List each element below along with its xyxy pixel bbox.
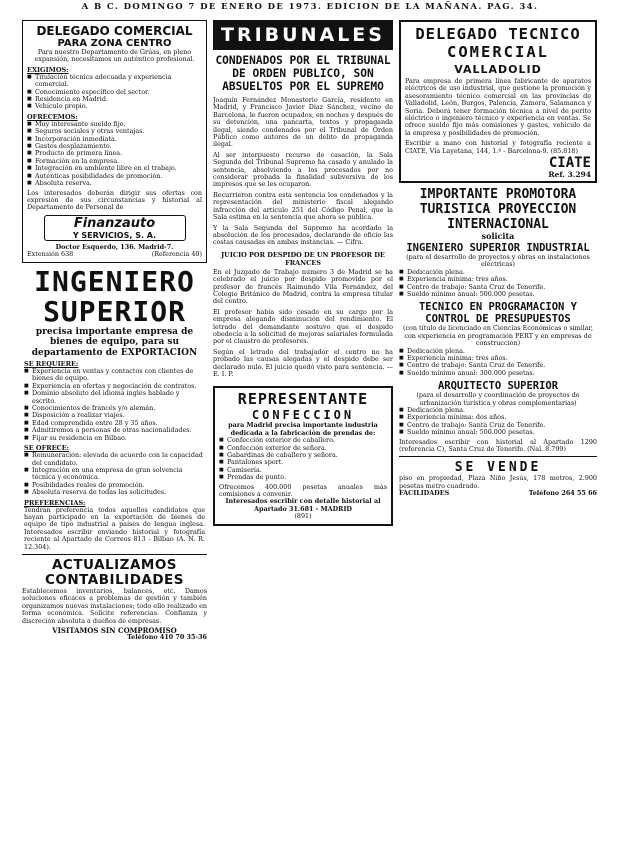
- ad-closing: Los interesados deberán dirigir sus ofertas con expresión de sus circunstancias y historial al Departamento de Personal de: [27, 188, 202, 212]
- list-item: ■ Producto de primera línea.: [35, 150, 202, 157]
- list-item: ■ Muy interesante sueldo fijo.: [35, 121, 202, 128]
- items-list: [219, 437, 387, 481]
- job-desc: (con título de licenciado en Ciencias Económicas o similar, con experiencia en programación PERT y en empresas de construcción): [402, 324, 594, 348]
- divider: [399, 456, 597, 457]
- article-paragraph: Recurrieron contra esta sentencia los condenados y la representación del ministerio fiscal alegando infracción del artículo 251 del Código Penal, que la Sala estima en la sentencia que ahora se publica.: [213, 190, 393, 222]
- list-item: ■ Sueldo mínimo anual: 500.000 pesetas.: [407, 429, 597, 436]
- page-header: A B C. DOMINGO 7 DE ENERO DE 1973. EDICION DE LA MAÑANA. PAG. 34.: [81, 2, 539, 12]
- offer-label: SE OFRECE:: [24, 444, 70, 453]
- job-title: TECNICO EN PROGRAMACION Y CONTROL DE PRESUPUESTOS: [418, 301, 578, 326]
- ad-actualizamos: [22, 558, 207, 642]
- list-item: ■ Incorporación inmediata.: [35, 136, 202, 143]
- list-item: ■ Centro de trabajo: Santa Cruz de Tenerife.: [407, 422, 597, 429]
- ad-title-2: COMERCIAL: [447, 43, 549, 61]
- ad-address: Doctor Esquerdo, 136. Madrid-7.: [55, 242, 174, 251]
- list-item: ■ Confección exterior de señora.: [227, 445, 387, 452]
- requirements-list: [27, 74, 202, 111]
- logo-line-2: Y SERVICIOS, S. A.: [72, 230, 157, 240]
- list-item: ■ Sueldo mínimo anual: 300.000 pesetas.: [407, 370, 597, 377]
- list-item: ■ Sueldo mínimo anual: 500.000 pesetas.: [407, 291, 597, 298]
- list-item: ■ Residencia en Madrid.: [35, 96, 202, 103]
- ad-title-1: INGENIERO: [34, 264, 195, 298]
- ad-preference: Tendrán preferencia todos aquellos candidatos que hayan participado en la exportación de bienes de equipo de tipo industrial a países de lengua inglesa. Interesados escribir enviando historial y fotografía reciente al Apartado de Correos 813 - Bilbao (A. N. R. 12.304).: [24, 505, 205, 551]
- list-item: ■ Integración en una empresa de gran solvencia técnica y económica.: [32, 467, 205, 482]
- req-label: EXIGIMOS:: [27, 65, 69, 74]
- requirements-list: [24, 368, 205, 442]
- list-item: ■ Experiencia mínima: tres años.: [407, 276, 597, 283]
- list-item: ■ Dedicación plena.: [407, 269, 597, 276]
- list-item: ■ Experiencia en ventas y contactos con clientes de bienes de equipo.: [32, 368, 205, 383]
- ad-title-1: ACTUALIZAMOS: [51, 556, 178, 573]
- ad-line: VISITAMOS SIN COMPROMISO: [52, 626, 177, 635]
- ad-title-3: INTERNACIONAL: [447, 217, 549, 233]
- address-reference: (Referencia 40): [151, 250, 202, 259]
- ad-reference: (891): [294, 512, 312, 521]
- ad-body: Establecemos inventarios, balances, etc. Damos soluciones eficaces a problemas de gestión y también organizamos nuevas instalaciones; todo ello realizado en forma económica. Solicite referencias. Confianza y discreción absoluta a dueños de empresas.: [22, 586, 207, 625]
- job-items: [399, 348, 597, 378]
- job-items: [399, 407, 597, 437]
- ad-title: DELEGADO COMERCIAL: [36, 24, 193, 38]
- list-item: ■ Auténticas posibilidades de promoción.: [35, 173, 202, 180]
- list-item: ■ Experiencia mínima: tres años.: [407, 355, 597, 362]
- ad-title-2: CONFECCION: [251, 408, 355, 423]
- list-item: ■ Remuneración: elevada de acuerdo con la capacidad del candidato.: [32, 452, 205, 467]
- job-desc: (para el desarrollo de proyectos y obras en instalaciones eléctricas): [406, 252, 590, 269]
- logo-line-1: Finanzauto: [73, 215, 156, 231]
- ad-title-1: IMPORTANTE PROMOTORA: [419, 187, 577, 203]
- list-item: ■ Titulación técnica adecuada y experiencia comercial.: [35, 74, 202, 89]
- ad-facilidades: FACILIDADES: [399, 489, 450, 498]
- ad-offer: Ofrecemos 400.000 pesetas anuales más comisiones a convenir.: [219, 482, 387, 499]
- ad-lead: precisa importante empresa de bienes de equipo, para su departamento de EXPORTACION: [31, 326, 198, 358]
- ad-solicita: solicita: [481, 231, 515, 242]
- list-item: ■ Camisería.: [227, 467, 387, 474]
- article-paragraph: Y la Sala Segunda del Supremo ha acordado la absolución de los procesados, declarando de oficio las costas causadas en ambas instancias. — Cifra.: [213, 223, 393, 247]
- job-desc: (para el desarrollo y coordinación de proyectos de urbanización turística y obras complementarias): [416, 391, 580, 407]
- list-item: ■ Seguros sociales y otras ventajas.: [35, 128, 202, 135]
- ad-title-2: TURISTICA PROYECCION: [419, 202, 577, 218]
- ad-ingeniero: [22, 264, 207, 551]
- ad-title-1: REPRESENTANTE: [237, 390, 369, 409]
- article-headline: CONDENADOS POR EL TRIBUNAL DE ORDEN PUBLICO, SON ABSUELTOS POR EL SUPREMO: [215, 54, 391, 93]
- ciate-logo: CIATE: [548, 155, 591, 172]
- ad-phone: Teléfono 410 70 35-36: [127, 633, 207, 642]
- ad-lead: para Madrid precisa importante industria dedicada a la fabricación de prendas de:: [228, 421, 378, 437]
- article-paragraph: En el Juzgado de Trabajo número 3 de Madrid se ha celebrado el juicio por despido promovido por el profesor de francés Raimundo Vila Fernández, del Colegio Británico de Madrid, contra la empresa titular del centro.: [213, 267, 393, 306]
- ad-title-2: CONTABILIDADES: [44, 571, 185, 588]
- ad-promotora: [399, 187, 597, 453]
- article-paragraph: Joaquín Fernández Monasterio García, residente en Madrid, y Francisco Javier Díaz Sánchez, vecino de Barcelona, le fueron ocupados, en noches y después de su detención, una pancarta, textos y propaganda ilegal, siendo condenados por el Tribunal de Orden Público como autores de un delito de propaganda ilegal.: [213, 96, 393, 149]
- job-items: [399, 269, 597, 299]
- list-item: ■ Absoluta reserva.: [35, 180, 202, 187]
- offer-label: OFRECEMOS:: [27, 112, 78, 121]
- list-item: ■ Gabardinas de caballero y señora.: [227, 452, 387, 459]
- article-subhead: JUICIO POR DESPIDO DE UN PROFESOR DE FRANCES: [221, 250, 385, 267]
- list-item: ■ Conocimientos de francés y/o alemán.: [32, 405, 205, 412]
- ad-se-vende: [399, 460, 597, 497]
- ad-city: VALLADOLID: [454, 63, 542, 76]
- offers-list: [24, 452, 205, 496]
- article-paragraph: El profesor había sido cesado en su cargo por la empresa alegando disminución del rendimiento. El letrado del demandante sostuvo que el despido obedecía a la solicitud de mejoras salariales formulada por el claustro de profesores.: [213, 307, 393, 346]
- job-title: INGENIERO SUPERIOR INDUSTRIAL: [406, 241, 590, 254]
- list-item: ■ Edad comprendida entre 28 y 35 años.: [32, 420, 205, 427]
- column-middle: [213, 20, 393, 847]
- finanzauto-logo: [44, 215, 186, 241]
- section-banner: TRIBUNALES: [213, 20, 393, 50]
- ad-closing: Escribir a mano con historial y fotografía reciente a CIATE, Vía Layetana, 144, 1.º - Barcelona-9. (85.818): [405, 139, 591, 155]
- list-item: ■ Dedicación plena.: [407, 407, 597, 414]
- ad-subtitle: PARA ZONA CENTRO: [57, 38, 172, 49]
- list-item: ■ Conocimiento específico del sector.: [35, 89, 202, 96]
- divider: [22, 554, 207, 555]
- column-left: [22, 20, 207, 847]
- list-item: ■ Experiencia mínima: dos años.: [407, 414, 597, 421]
- address-extension: Extensión 638: [27, 250, 74, 259]
- ad-title-1: DELEGADO TECNICO: [415, 25, 581, 43]
- ad-delegado-comercial: [22, 20, 207, 263]
- list-item: ■ Pantalones sport.: [227, 459, 387, 466]
- list-item: ■ Dominio absoluto del idioma inglés hablado y escrito.: [32, 390, 205, 405]
- list-item: ■ Centro de trabajo: Santa Cruz de Tenerife.: [407, 362, 597, 369]
- list-item: ■ Absoluta reserva de todas las solicitudes.: [32, 489, 205, 496]
- ad-intro: Para nuestro Departamento de Grúas, en pleno expansión, necesitamos un auténtico profesional.: [34, 48, 195, 64]
- ad-body: Para empresa de primera línea fabricante de aparatos eléctricos de uso industrial, que gestione la promoción y asesoramiento técnico comercial en las provincias de Valladolid, León, Burgos, Palencia, Zamora, Salamanca y Soria. Deberá tener formación técnica a nivel de perito eléctrico o ingeniero técnico y experiencia en ventas. Se ofrece sueldo fijo más comisiones y gastos, vehículo de la empresa y posibilidades de promoción.: [405, 77, 591, 137]
- list-item: ■ Fijar su residencia en Bilbao.: [32, 435, 205, 442]
- list-item: ■ Confección exterior de caballero.: [227, 437, 387, 444]
- list-item: ■ Experiencia en ofertas y negociación de contratos.: [32, 383, 205, 390]
- ad-closing: Interesados escribir con historial al Apartado 1290 (referencia C), Santa Cruz de Tenerife. (Nal. 8.799): [399, 437, 597, 453]
- pref-label: PREFERENCIAS:: [24, 498, 86, 507]
- ad-body: piso en propiedad, Plaza Niño Jesús, 178 metros, 2.900 pesetas metro cuadrado.: [399, 474, 597, 490]
- ad-phone: Teléfono 264 55 66: [528, 489, 597, 498]
- ad-closing: Interesados escribir con detalle historial al Apartado 31.681 - MADRID: [225, 497, 381, 513]
- list-item: ■ Dedicación plena.: [407, 348, 597, 355]
- list-item: ■ Vehículo propio.: [35, 103, 202, 110]
- ad-reference: Ref. 3.294: [548, 170, 591, 180]
- list-item: ■ Gastos desplazamiento.: [35, 143, 202, 150]
- list-item: ■ Prendas de punto.: [227, 474, 387, 481]
- list-item: ■ Posibilidades reales de promoción.: [32, 482, 205, 489]
- list-item: ■ Centro de trabajo: Santa Cruz de Tenerife.: [407, 284, 597, 291]
- list-item: ■ Integración en ambiente libre en el trabajo.: [35, 165, 202, 172]
- req-label: SE REQUIERE:: [24, 360, 79, 369]
- offers-list: [27, 121, 202, 188]
- ad-footer-row: [399, 490, 597, 497]
- list-item: ■ Disposición a realizar viajes.: [32, 412, 205, 419]
- address-row: [27, 251, 202, 258]
- job-title: ARQUITECTO SUPERIOR: [437, 380, 559, 393]
- ad-title: SE VENDE: [454, 460, 542, 476]
- ad-title-2: SUPERIOR: [43, 294, 186, 328]
- article-paragraph: Al ser interpuesto recurso de casación, la Sala Segunda del Tribunal Supremo ha casado y anulado la sentencia, absolviendo a los procesados por no considerar probada la finalidad subversiva de los impresos que se les ocuparon.: [213, 150, 393, 189]
- ad-representante: [213, 386, 393, 525]
- column-right: [399, 20, 597, 847]
- list-item: ■ Admitiremos a personas de otras nacionalidades.: [32, 427, 205, 434]
- ad-delegado-tecnico: [399, 20, 597, 183]
- list-item: ■ Formación en la empresa.: [35, 158, 202, 165]
- article-paragraph: Según el letrado del trabajador el centro no ha probado las causas alegadas y el despido debe ser declarado nulo. El juicio quedó visto para sentencia. — E. I. P.: [213, 347, 393, 378]
